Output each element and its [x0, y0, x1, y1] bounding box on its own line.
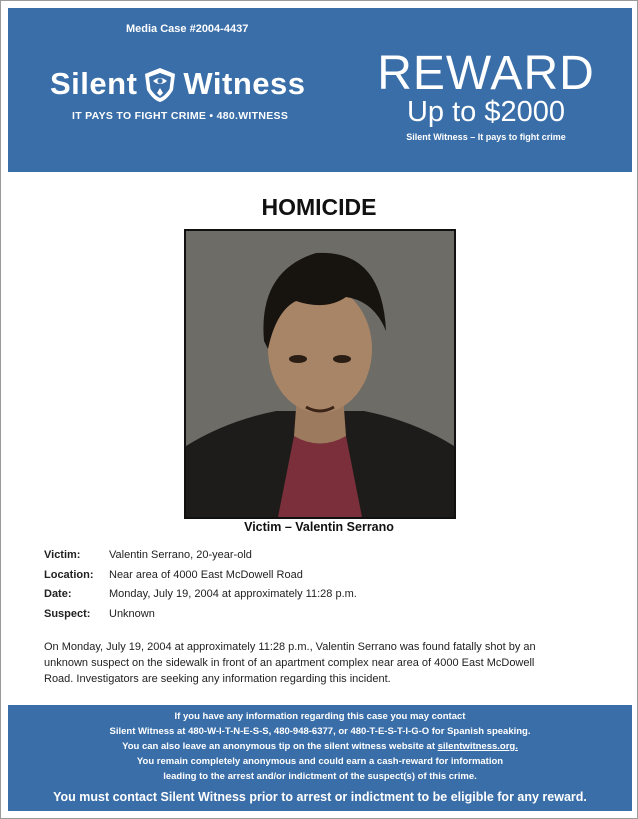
footer-line: You remain completely anonymous and could earn a cash-reward for information [136, 756, 504, 767]
detail-row-victim [44, 549, 357, 569]
reward-amount: Up to $2000 [406, 96, 565, 128]
shield-emblem-icon [141, 64, 179, 104]
silent-witness-logo [50, 64, 306, 104]
crime-title: HOMICIDE [261, 194, 377, 220]
footer-line: leading to the arrest and/or indictment of the suspect(s) of this crime. [163, 771, 477, 782]
detail-row-date [44, 588, 357, 608]
photo-caption: Victim – Valentin Serrano [244, 520, 394, 534]
footer-line: If you have any information regarding this case you may contact [174, 711, 466, 722]
detail-value: Near area of 4000 East McDowell Road [109, 568, 303, 581]
detail-value: Monday, July 19, 2004 at approximately 11:28 p.m. [109, 588, 357, 600]
detail-label: Suspect: [44, 607, 91, 620]
detail-value: Valentin Serrano, 20-year-old [109, 549, 252, 561]
detail-value: Unknown [109, 607, 155, 620]
footer-banner [8, 705, 632, 811]
footer-line: Silent Witness at 480-W-I-T-N-E-S-S, 480-948-6377, or 480-T-E-S-T-I-G-O for Spanish speaking. [109, 726, 531, 737]
logo-word-left: Silent [50, 66, 138, 101]
detail-row-suspect [44, 608, 357, 628]
footer-line [8, 739, 632, 754]
detail-label: Victim: [44, 549, 81, 561]
logo-tagline: IT PAYS TO FIGHT CRIME • 480.WITNESS [72, 110, 289, 122]
reward-subtitle: Silent Witness – It pays to fight crime [406, 132, 566, 142]
reward-heading: REWARD [377, 47, 595, 100]
website-link[interactable]: silentwitness.org. [437, 741, 518, 752]
detail-row-location [44, 569, 357, 589]
victim-photo [184, 229, 456, 519]
header-banner [8, 8, 632, 172]
case-narrative: On Monday, July 19, 2004 at approximately 11:28 p.m., Valentin Serrano was found fatally shot by an unknown suspect on the sidewalk in front of an apartment complex near area of 4000 East McDowell Road. Investigators are seeking any information regarding this incident. [44, 641, 536, 685]
media-case-number: Media Case #2004-4437 [126, 23, 249, 35]
eligibility-notice: You must contact Silent Witness prior to arrest or indictment to be eligible for any reward. [53, 790, 587, 804]
footer-line-text: You can also leave an anonymous tip on the silent witness website at [122, 741, 438, 752]
detail-label: Location: [44, 568, 94, 581]
detail-label: Date: [44, 588, 72, 600]
case-details [44, 549, 357, 627]
logo-word-right: Witness [183, 66, 306, 101]
